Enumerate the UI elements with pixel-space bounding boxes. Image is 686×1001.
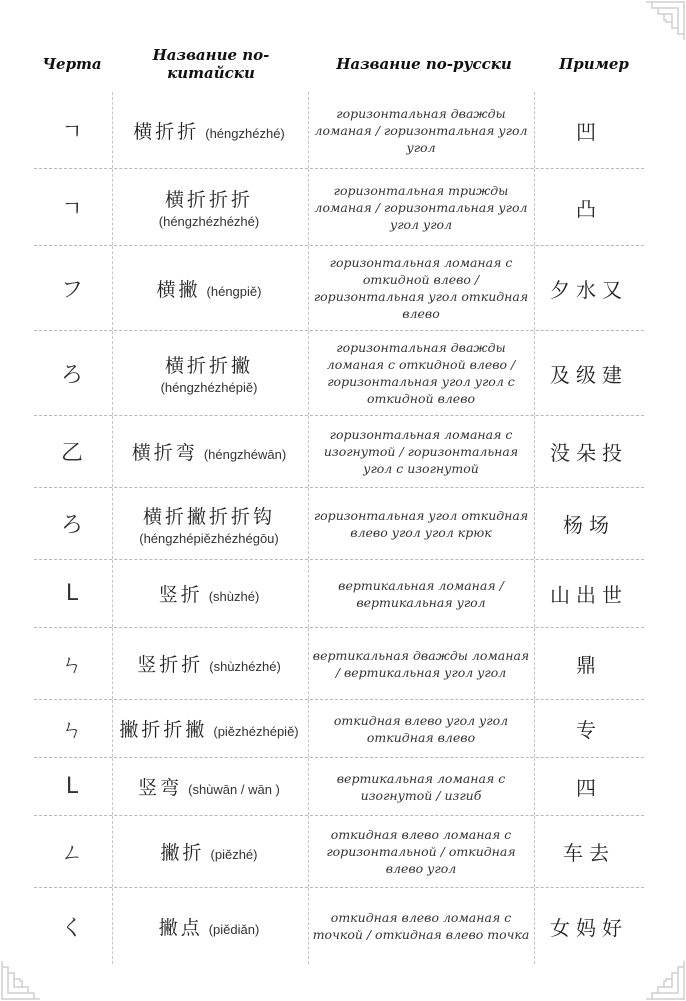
stroke-glyph: ㄣ <box>60 653 83 678</box>
table-row <box>34 331 644 416</box>
pinyin: (héngpiě) <box>206 283 262 299</box>
hanzi-name: 横折折撇 <box>164 355 253 377</box>
pinyin: (shùwān / wān ) <box>188 782 280 797</box>
stroke-glyph: ろ <box>60 513 83 538</box>
russian-name: горизонтальная угол откидная влево угол угол крюк <box>313 507 529 540</box>
stroke-glyph: ろ <box>60 362 83 388</box>
russian-name: горизонтальная ломаная с откидной влево / горизонтальная угол откидная влево <box>313 255 529 321</box>
example-chars: 专 <box>576 718 602 742</box>
russian-name: вертикальная дважды ломаная / вертикальная угол угол <box>312 647 530 680</box>
example-chars: 凹 <box>576 119 602 144</box>
example-chars: 鼎 <box>576 653 602 677</box>
russian-name: вертикальная ломаная / вертикальная угол <box>338 577 504 610</box>
hanzi-name: 撇点 <box>158 916 203 939</box>
stroke-glyph: L <box>65 581 79 606</box>
russian-name: откидная влево ломаная с точкой / откидная влево точка <box>312 910 530 942</box>
example-chars: 没朵投 <box>550 441 628 465</box>
hanzi-name: 竖弯 <box>138 777 183 799</box>
table-row <box>34 628 644 700</box>
hanzi-name: 撇折折撇 <box>119 719 208 741</box>
example-chars: 凸 <box>576 196 602 221</box>
pinyin: (piězhé) <box>210 847 258 862</box>
hanzi-name: 横折撇折折钩 <box>142 505 275 528</box>
pinyin: (héngzhézhépiě) <box>160 380 258 395</box>
stroke-glyph: ㄣ <box>60 718 83 743</box>
pinyin: (shùzhézhé) <box>209 659 281 674</box>
table-row <box>34 416 644 488</box>
pinyin: (héngzhézhé) <box>205 125 285 141</box>
table-row <box>34 816 644 888</box>
hanzi-name: 横撇 <box>156 278 201 301</box>
header-example: Пример <box>559 55 629 73</box>
russian-name: горизонтальная дважды ломаная с откидной влево / горизонтальная угол угол с откидной влево <box>326 340 516 406</box>
table-header <box>0 38 686 90</box>
header-chinese-name: Название по-китайски <box>152 46 270 82</box>
example-chars: 杨场 <box>563 513 615 537</box>
example-chars: 及级建 <box>550 362 628 387</box>
stroke-glyph: ㄱ <box>61 119 83 145</box>
hanzi-name: 竖折 <box>158 584 203 606</box>
pinyin: (piědiǎn) <box>208 921 260 937</box>
table-row <box>34 700 644 758</box>
hanzi-name: 横折折 <box>133 120 200 143</box>
stroke-glyph: L <box>65 774 79 799</box>
table-row <box>34 169 644 246</box>
header-russian-name: Название по-русски <box>336 55 512 73</box>
example-chars: 女妈好 <box>550 915 628 940</box>
pinyin: (shùzhé) <box>208 589 260 604</box>
table-row <box>34 246 644 331</box>
stroke-glyph: 乙 <box>60 441 83 466</box>
example-chars: 山出世 <box>550 583 628 607</box>
pinyin: (héngzhéwān) <box>203 447 287 462</box>
table-row <box>34 560 644 628</box>
russian-name: откидная влево угол угол откидная влево <box>333 712 509 745</box>
example-chars: 车去 <box>563 841 615 865</box>
strokes-table <box>34 92 644 964</box>
russian-name: горизонтальная трижды ломаная / горизонтальная угол угол угол <box>314 182 528 232</box>
russian-name: откидная влево ломаная с горизонтальной / откидная влево угол <box>326 827 516 876</box>
pinyin: (héngzhépiězhézhégōu) <box>139 530 279 546</box>
header-stroke: Черта <box>42 55 102 73</box>
table-row <box>34 758 644 816</box>
hanzi-name: 竖折折 <box>137 654 204 676</box>
stroke-glyph: フ <box>60 277 83 303</box>
russian-name: горизонтальная ломаная с изогнутой / горизонтальная угол с изогнутой <box>323 427 519 476</box>
table-row <box>34 488 644 560</box>
russian-name: вертикальная ломаная с изогнутой / изгиб <box>336 770 506 803</box>
hanzi-name: 横折折折 <box>164 189 253 211</box>
table-row <box>34 888 644 964</box>
pinyin: (héngzhézhézhé) <box>158 214 260 229</box>
russian-name: горизонтальная дважды ломаная / горизонтальная угол угол <box>314 105 528 155</box>
hanzi-name: 横折弯 <box>131 442 198 464</box>
pinyin: (piězhézhépiě) <box>213 724 299 739</box>
stroke-glyph: ㄱ <box>61 196 83 222</box>
example-chars: 夕水又 <box>550 277 628 302</box>
stroke-glyph: ㄥ <box>60 841 83 866</box>
hanzi-name: 撇折 <box>160 842 205 864</box>
corner-ornament <box>642 957 686 1001</box>
example-chars: 四 <box>576 776 602 800</box>
table-row <box>34 92 644 169</box>
stroke-glyph: く <box>60 915 83 941</box>
